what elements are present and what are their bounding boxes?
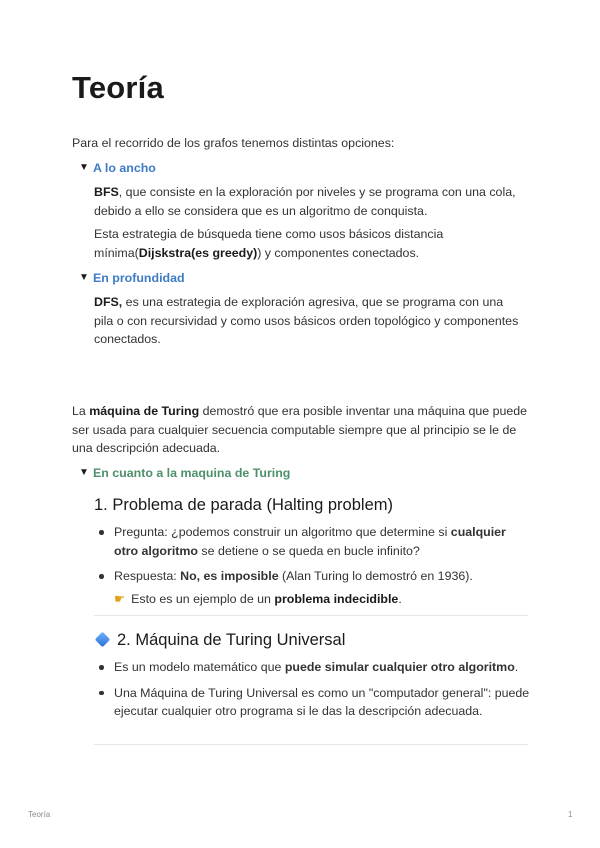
list-item <box>94 567 530 586</box>
toggle-label: En profundidad <box>93 271 185 285</box>
utm-heading <box>97 631 345 650</box>
note-text: Esto es un ejemplo de un <box>131 592 275 606</box>
toggle-label: A lo ancho <box>93 161 156 175</box>
intro-paragraph: Para el recorrido de los grafos tenemos distintas opciones: <box>72 136 395 150</box>
bfs-text: , que consiste en la exploración por niveles y se programa con una cola, debido a ello se considera que es un algoritmo de conquista. <box>94 185 516 218</box>
list-item <box>94 658 530 677</box>
turing-intro-post: demostró que era posible inventar una máquina que puede ser usada para cualquier secuencia computable siempre que al principio se le de una descripción adecuada. <box>72 404 528 455</box>
bfs-uses-start: Esta estrategia de búsqueda tiene como usos básicos distancia mínima( <box>94 227 444 260</box>
bullet-bold: cualquier otro algoritmo <box>114 525 506 558</box>
bullet-text: Es un modelo matemático que <box>114 660 285 674</box>
footer-title: Teoría <box>28 810 51 819</box>
bullet-text: . <box>514 660 519 674</box>
divider <box>94 615 528 616</box>
page-title: Teoría <box>72 70 164 105</box>
dfs-text: es una estrategia de exploración agresiva, que se programa con una pila o con recursividad y como usos básicos orden topológico y componentes conectados. <box>94 295 519 346</box>
divider <box>94 744 528 745</box>
bfs-paragraph <box>94 183 524 220</box>
bullet-bold: puede simular cualquier otro algoritmo <box>284 660 515 674</box>
triangle-down-icon[interactable]: ▼ <box>79 467 89 478</box>
bfs-uses-paragraph <box>94 225 524 262</box>
bfs-term: BFS <box>94 185 119 199</box>
note-text: . <box>398 592 402 606</box>
blue-diamond-icon <box>95 632 111 648</box>
bfs-uses-end: ) y componentes conectados. <box>257 245 420 260</box>
turing-intro-paragraph <box>72 402 532 458</box>
dfs-term: DFS, <box>94 295 123 309</box>
halting-list <box>94 523 530 593</box>
toggle-maquina-turing[interactable] <box>79 464 290 482</box>
toggle-label: En cuanto a la maquina de Turing <box>93 466 291 480</box>
halting-heading: 1. Problema de parada (Halting problem) <box>94 496 393 514</box>
dijkstra-term: Dijskstra(es greedy) <box>138 245 258 260</box>
bullet-text: Respuesta: <box>114 569 181 583</box>
triangle-down-icon[interactable]: ▼ <box>79 272 89 283</box>
triangle-down-icon[interactable]: ▼ <box>79 162 89 173</box>
undecidable-note <box>114 590 534 609</box>
utm-list <box>94 658 530 728</box>
toggle-a-lo-ancho[interactable] <box>79 159 156 177</box>
bullet-text: (Alan Turing lo demostró en 1936). <box>278 569 473 583</box>
turing-term: máquina de Turing <box>89 404 200 418</box>
dfs-paragraph <box>94 293 524 349</box>
pointing-hand-icon: ☛ <box>114 592 126 606</box>
list-item: Una Máquina de Turing Universal es como un "computador general": puede ejecutar cualquier otro programa si le das la descripción adecuada. <box>94 684 530 721</box>
toggle-en-profundidad[interactable] <box>79 269 185 287</box>
page-number: 1 <box>568 810 573 819</box>
turing-intro-pre: La <box>72 404 90 418</box>
bullet-text: se detiene o se queda en bucle infinito? <box>197 543 420 558</box>
note-bold: problema indecidible <box>274 592 399 606</box>
list-item <box>94 523 530 560</box>
bullet-text: Pregunta: ¿podemos construir un algoritmo que determine si <box>114 525 451 539</box>
utm-heading-text: 2. Máquina de Turing Universal <box>117 631 346 649</box>
bullet-bold: No, es imposible <box>180 569 279 583</box>
